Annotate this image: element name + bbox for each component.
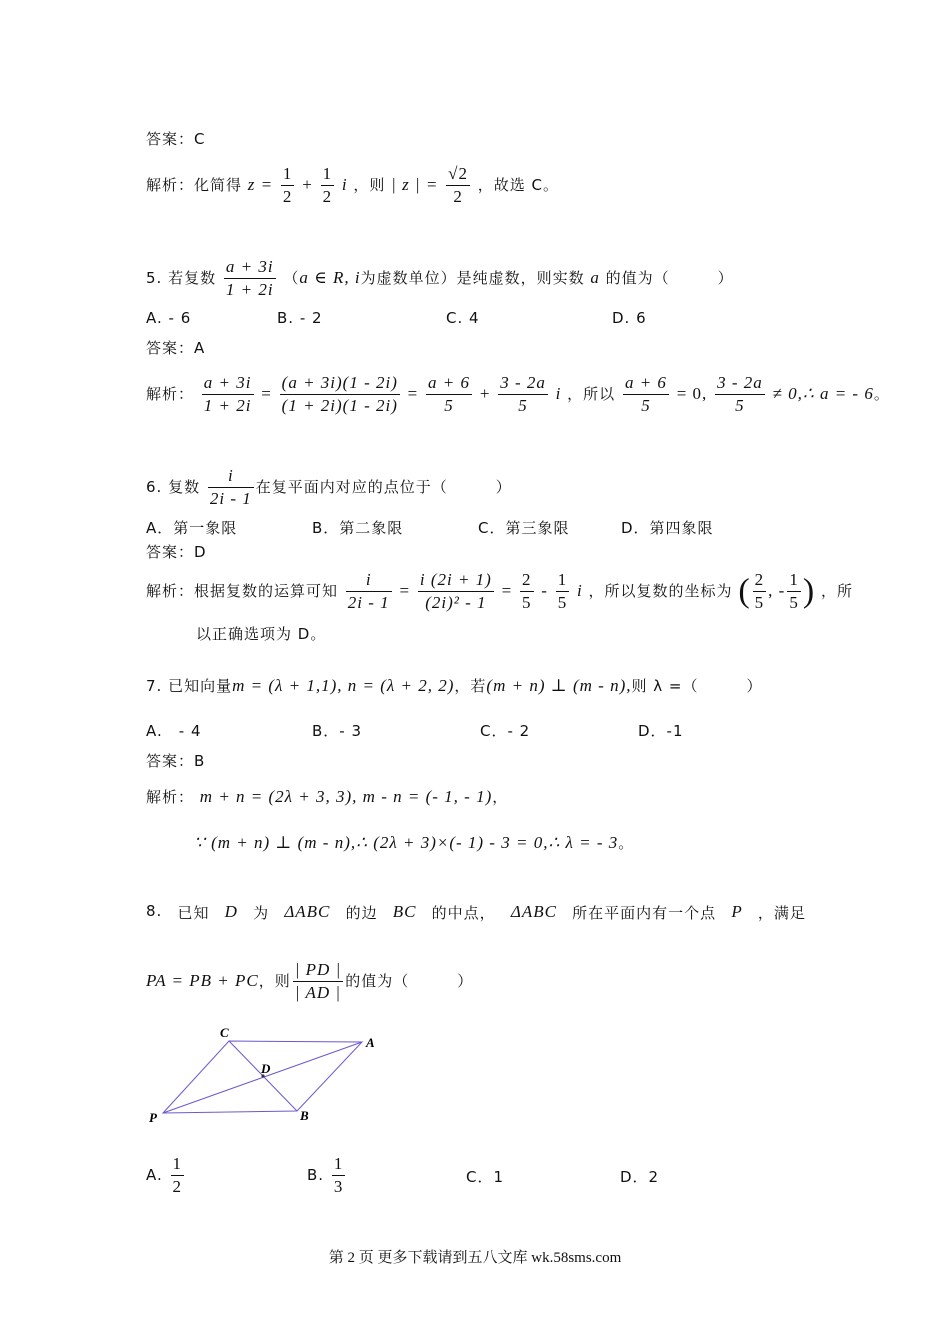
q4-sol-prefix: 解析：化简得 xyxy=(146,176,243,194)
q6-sol-p1: $\frac{2}{5}$ xyxy=(754,570,765,612)
q5-frac: $\frac{a + 3i}{1 + 2i}$ xyxy=(225,257,274,299)
q6-sol-frac3: $\frac{2}{5}$ xyxy=(522,570,532,612)
q5-solution xyxy=(146,372,890,417)
q7-sol-line2-end: 。 xyxy=(618,834,635,852)
q5-sol-end: 。 xyxy=(873,385,890,403)
q8-option-c: C．1 xyxy=(466,1168,505,1186)
q6-sol-frac2: $\frac{i (2i + 1)}{\text{(2i)² - 1}}$ xyxy=(419,570,492,612)
q8-label-a: A xyxy=(366,1035,375,1050)
q7-number: 7. xyxy=(146,677,163,695)
q7-answer: 答案：B xyxy=(146,752,206,770)
q4-sol-z: z = xyxy=(247,175,274,194)
q6-sol-frac1: $\frac{i}{2i - 1}$ xyxy=(347,570,390,612)
q5-lead: 若复数 xyxy=(168,269,217,287)
q6-sol-line2: 以正确选项为 D。 xyxy=(196,625,327,643)
q4-sol-frac1: $\frac{1}{2}$ xyxy=(282,164,293,206)
q8-option-b-letter: B. xyxy=(307,1166,325,1184)
q5-sol-prefix: 解析： xyxy=(146,385,195,403)
q8-frac: $\frac{| PD |}{| AD |}$ xyxy=(294,960,342,1002)
q7-option-d: D．-1 xyxy=(638,722,684,740)
q8-part-P: P xyxy=(731,902,743,921)
q5-option-d: D. 6 xyxy=(612,309,647,327)
q5-sol-zero: = 0, xyxy=(676,384,708,403)
q6-lead: 复数 xyxy=(168,478,201,496)
q8-part-4: 的边 xyxy=(345,904,378,922)
q7-sol-line1: m + n = (2λ + 3, 3), m - n = (- 1, - 1) xyxy=(199,787,493,806)
q8-stem-line1 xyxy=(146,902,806,923)
page-footer: 第 2 页 更多下载请到五八文库 wk.58sms.com xyxy=(328,1250,622,1266)
q7-solution-1 xyxy=(146,786,508,807)
q6-frac: $\frac{i}{2i - 1}$ xyxy=(209,466,252,508)
q6-tail: 在复平面内对应的点位于（ ） xyxy=(255,478,512,496)
q8-part-6: 的中点， xyxy=(431,904,496,922)
q4-solution xyxy=(146,163,559,208)
q6-sol-tail: ，所 xyxy=(820,582,853,600)
q6-sol-frac4: $\frac{1}{5}$ xyxy=(557,570,568,612)
q4-sol-frac2: $\frac{1}{2}$ xyxy=(322,164,333,206)
q5-sol-mid: ，所以 xyxy=(567,385,616,403)
q5-var-a: a xyxy=(590,268,600,287)
q6-option-a: A．第一象限 xyxy=(146,519,238,537)
q7-sol-prefix: 解析： xyxy=(146,788,195,806)
q8-tail: 的值为（ ） xyxy=(345,972,474,990)
q5-sol-plus: + xyxy=(479,384,491,403)
q8-label-d: D xyxy=(261,1061,271,1076)
q7-math1: m = (λ + 1,1), n = (λ + 2, 2) xyxy=(232,676,455,695)
q8-mid: ，则 xyxy=(258,972,291,990)
q7-option-a: A. - 4 xyxy=(146,722,202,740)
q5-tail: 的值为（ ） xyxy=(605,269,734,287)
q5-option-a: A. - 6 xyxy=(146,309,192,327)
q5-sol-i: i xyxy=(555,384,562,403)
q6-sol-p2: $\frac{1}{5}$ xyxy=(789,570,799,612)
q6-sol-mid: ，所以复数的坐标为 xyxy=(588,582,733,600)
q5-sol-frac6: $\frac{3 - 2a}{5}$ xyxy=(717,373,763,415)
q6-sol-psep: , - xyxy=(768,581,786,600)
q8-part-D: D xyxy=(224,902,238,921)
q6-sol-eq: = xyxy=(399,581,411,600)
q8-part-0: 已知 xyxy=(177,904,210,922)
q5-sol-frac3: $\frac{a + 6}{5}$ xyxy=(428,373,471,415)
q5-cond-open: （ xyxy=(283,269,300,287)
q4-sol-plus: + xyxy=(302,175,313,194)
q6-number: 6. xyxy=(146,478,163,496)
q6-sol-prefix: 解析：根据复数的运算可知 xyxy=(146,582,339,600)
q6-answer: 答案：D xyxy=(146,543,207,561)
q8-eq: PA = PB + PC xyxy=(146,971,259,990)
q7-option-c: C．- 2 xyxy=(480,722,531,740)
q4-sol-mid: ，则 xyxy=(353,176,386,194)
q4-sol-abs: | z | = xyxy=(391,175,439,194)
q8-part-10: ，满足 xyxy=(757,904,806,922)
q6-sol-paren-open: ( xyxy=(738,572,751,610)
q7-tail: 则 λ =（ ） xyxy=(631,677,763,695)
q4-sol-end: ，故选 C。 xyxy=(477,176,560,194)
q8-part-BC: BC xyxy=(392,902,417,921)
q5-cond-math: a ∈ R, i xyxy=(299,268,361,287)
q8-option-d: D．2 xyxy=(620,1168,660,1186)
q5-cond-text: 为虚数单位）是纯虚数，则实数 xyxy=(360,269,585,287)
q5-option-c: C. 4 xyxy=(446,309,480,327)
q5-sol-result: ≠ 0,∴ a = - 6 xyxy=(772,384,874,403)
q5-sol-frac2: $\frac{(a + 3i)(1 - 2i)}{(1 + 2i)(1 - 2i)}$ xyxy=(281,373,398,415)
q7-math2: (m + n) ⊥ (m - n), xyxy=(486,676,632,695)
q8-figure xyxy=(140,1025,390,1130)
q5-sol-frac4: $\frac{3 - 2a}{5}$ xyxy=(500,373,546,415)
q6-sol-minus: - xyxy=(541,581,548,600)
q7-stem xyxy=(146,675,762,696)
q8-label-p: P xyxy=(149,1110,157,1125)
q8-label-c: C xyxy=(220,1025,229,1040)
q8-option-b-frac: $\frac{1}{3}$ xyxy=(333,1154,344,1196)
q5-number: 5. xyxy=(146,269,163,287)
q6-sol-paren-close: ) xyxy=(802,572,816,610)
q7-option-b: B．- 3 xyxy=(312,722,363,740)
q6-option-b: B．第二象限 xyxy=(312,519,404,537)
q8-stem-line2 xyxy=(146,958,473,1004)
q5-sol-frac5: $\frac{a + 6}{5}$ xyxy=(624,373,667,415)
q4-sol-i: i xyxy=(341,175,348,194)
q5-sol-eq2: = xyxy=(407,384,419,403)
q8-part-abc2: ΔABC xyxy=(510,902,557,921)
q4-answer: 答案：C xyxy=(146,130,206,148)
q6-option-c: C．第三象限 xyxy=(478,519,570,537)
q5-option-b: B. - 2 xyxy=(277,309,323,327)
q7-mid: ，若 xyxy=(454,677,487,695)
q6-solution xyxy=(146,568,853,615)
q6-option-d: D．第四象限 xyxy=(621,519,714,537)
q4-sol-sqrt-frac: $\frac{√2}{2}$ xyxy=(448,164,468,206)
q7-solution-2 xyxy=(194,832,634,853)
q5-answer: 答案：A xyxy=(146,339,206,357)
q8-option-a-frac: $\frac{1}{2}$ xyxy=(172,1154,183,1196)
q8-part-8: 所在平面内有一个点 xyxy=(572,904,717,922)
q8-option-a xyxy=(146,1150,186,1200)
q5-sol-eq: = xyxy=(261,384,272,403)
q6-sol-i: i xyxy=(577,581,583,600)
q5-sol-frac1: $\frac{a + 3i}{1 + 2i}$ xyxy=(203,373,252,415)
q7-sol-line1-end: ， xyxy=(492,788,509,806)
q6-sol-eq2: = xyxy=(501,581,513,600)
q7-lead: 已知向量 xyxy=(168,677,233,695)
q6-stem xyxy=(146,465,512,510)
q8-option-a-letter: A. xyxy=(146,1166,163,1184)
q7-sol-line2: ∵ (m + n) ⊥ (m - n),∴ (2λ + 3)×(- 1) - 3 = 0,∴ λ = - 3 xyxy=(194,833,619,852)
q8-option-b xyxy=(307,1150,347,1200)
q8-part-abc: ΔABC xyxy=(284,902,331,921)
q5-stem xyxy=(146,256,734,301)
q8-part-2: 为 xyxy=(253,904,270,922)
q8-number: 8. xyxy=(146,902,163,920)
q8-label-b: B xyxy=(300,1108,309,1123)
